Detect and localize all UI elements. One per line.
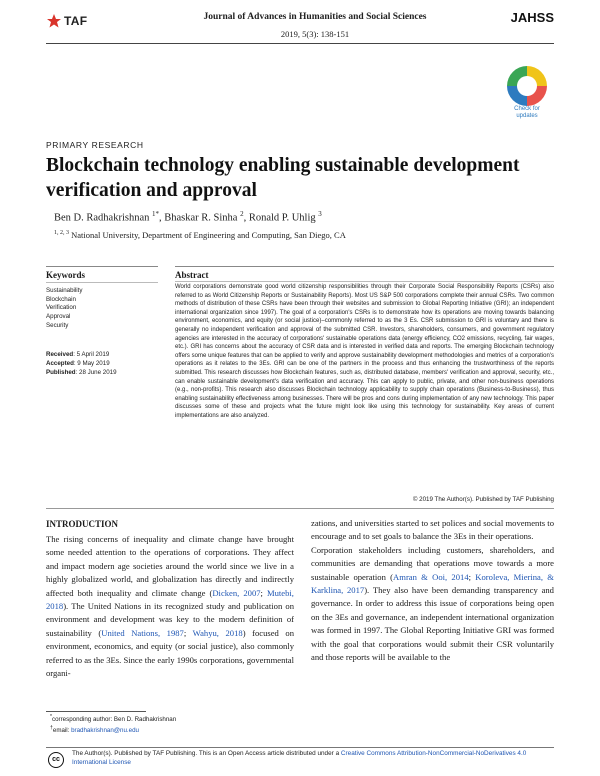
- keywords-rule: [46, 266, 158, 267]
- abstract-underline: [175, 281, 554, 282]
- citation-link[interactable]: Amran & Ooi, 2014: [393, 571, 469, 582]
- article-dates: [46, 350, 117, 378]
- author-list: Ben D. Radhakrishnan $^{1*}$, Bhaskar R. Sinha $^2$, Ronald P. Uhlig $^3$: [54, 210, 322, 224]
- journal-abbrev: JAHSS: [510, 10, 554, 25]
- keyword-list: [46, 287, 82, 331]
- article-category: PRIMARY RESEARCH: [46, 140, 144, 150]
- abstract-heading: Abstract: [175, 270, 209, 280]
- accepted-date: : 9 May 2019: [73, 360, 110, 368]
- copyright-line: © 2019 The Author(s). Published by TAF Publishing: [412, 496, 554, 503]
- keyword-item: Approval: [46, 313, 71, 321]
- citation-link[interactable]: Mutebi, 2018: [46, 587, 294, 612]
- citation-link[interactable]: Wahyu, 2018: [192, 627, 243, 638]
- check-updates-icon: [507, 66, 547, 106]
- check-for-updates-badge[interactable]: [505, 66, 549, 122]
- affiliation-text: National University, Department of Engineering and Computing, San Diego, CA: [71, 230, 346, 240]
- author-sup: 2: [240, 210, 244, 218]
- footnote-mark: *: [50, 714, 53, 720]
- corresponding-text: corresponding author: Ben D. Radhakrishnan: [52, 716, 177, 724]
- keyword-item: Blockchain: [46, 295, 76, 303]
- publisher-logo: [46, 10, 106, 32]
- citation-link[interactable]: Dicken, 2007: [212, 587, 261, 598]
- keyword-item: Sustainability: [46, 287, 83, 294]
- logo-text: TAF: [64, 14, 88, 28]
- body-paragraph: zations, and universities started to set polices and social movements to encourage and to set goals to balance the 3Es in their operations.: [311, 518, 554, 542]
- introduction-heading: INTRODUCTION: [46, 519, 119, 529]
- check-updates-line2: updates: [516, 113, 538, 119]
- body-text: ). They also have been demanding transparency and governance. In order to address this issue of corporations being open on the 3Es and governance, an independent international organization was formed in 1997. The Global Reporting Initiative GRI was formed with the goal that corporations would submit their CSR voluntarily and those reports will be available to the: [311, 585, 554, 663]
- license-rule: [46, 747, 554, 748]
- author-name: Ben D. Radhakrishnan: [54, 212, 150, 224]
- body-text: ;: [260, 587, 267, 598]
- creative-commons-icon: cc: [48, 752, 64, 768]
- received-date: : 5 April 2019: [73, 351, 110, 358]
- body-paragraph: [311, 544, 554, 665]
- corresponding-footnote: [50, 714, 176, 723]
- footnote-mark: †: [50, 725, 53, 731]
- body-text: ). The United Nations in its recognized study and publication on environment and development was key to the modern definition of sustainability (: [46, 601, 294, 638]
- affiliation-sup: 1, 2, 3: [54, 230, 69, 237]
- body-text: Corporation stakeholders including customers, shareholders, and communities are demanding that operations move towards a more sustainable operation (: [311, 544, 554, 582]
- author-sup: 1*: [151, 210, 159, 218]
- keyword-item: Security: [46, 321, 69, 329]
- issue-line: 2019, 5(3): 138-151: [280, 29, 350, 39]
- body-left-column: [46, 533, 294, 680]
- taf-star-icon: [46, 13, 62, 29]
- accepted-label: Accepted: [46, 360, 74, 368]
- keywords-heading: Keywords: [46, 270, 85, 280]
- citation-link[interactable]: Koroleva, Mierina, & Karklina, 2017: [311, 571, 554, 596]
- section-rule: [46, 508, 554, 509]
- keywords-underline: [46, 282, 158, 283]
- email-label: email:: [52, 727, 72, 735]
- body-text: ;: [183, 627, 193, 638]
- affiliation: [54, 230, 346, 240]
- header-rule: [46, 43, 554, 44]
- check-updates-line1: Check for: [514, 106, 540, 112]
- body-text: ) focused on environment, economics, and equity (or social justice), also commonly referred to as the 3Es. Since the early 1990s corporations, governmental organi-: [46, 627, 294, 679]
- email-link[interactable]: bradhakrishnan@nu.edu: [71, 727, 139, 735]
- published-label: Published: [46, 369, 76, 377]
- body-text: The rising concerns of inequality and climate change have brought some needed attention to the operations of corporations. They affect and impact modern age societies around the world since we live in a highly globalized world, and globalization has directly and indirectly affected both inequality and climate change (: [46, 534, 294, 598]
- published-date: : 28 June 2019: [75, 369, 117, 377]
- footnote-rule: [46, 711, 146, 712]
- journal-title: Journal of Advances in Humanities and Social Sciences: [203, 12, 427, 22]
- body-right-column: [311, 517, 554, 664]
- author-name: Bhaskar R. Sinha: [164, 212, 238, 224]
- body-text: ;: [468, 571, 476, 582]
- license-text: [72, 750, 552, 767]
- abstract-text: World corporations demonstrate good world citizenship responsibilities through their Corporate Social Responsibility Reports (CSRs) also referred to as World Citizenship Reports or Sustainability Reports). Most US S&P 500 corporations complete their annual CSRs. Two common methods of distribution of these CSRs have been through their websites and submission to Global Reporting Initiative (GRI); an independent international organization since 1997). The goal of a corporation's CSRs is to demonstrate how its operations are moving towards balancing environment, economics, and equity (or social justice)–commonly referred to as the 3 Es. CSR submission to GRI is voluntary and there is generally no independent verification and approval of the submitted CSR. Investors, shareholders, consumers, and government regulatory agencies are interested in the accuracy of corporations' sustainable operations data (energy efficiency, CO2 emissions, recycling, fair wages, etc.). GRI has concerns about the accuracy of CSR data and is interested in verified data and reports. The emerging Blockchain technology offers some unique features that can be applied to verify and approve sustainability development methodologies and metrics of a corporation's operations as it relates to the 3Es. GRI can be one of the partners in the process and thus enhancing the trustworthiness of the reports submitted. This research discusses how Blockchain features, such as, distributed database, members' verification and approval, security, etc., can enable sustainable development's data verification and accuracy. This can apply to public, private, and other non-business operations (e.g., non-profits). This research also discusses Blockchain technology applicability to supply chain operations (Business-to-Business), thus enabling sustainability effectiveness among businesses. There will be pros and cons during implementation of any new technology. This paper discusses some of these and projects what the future might look like using this technology for sustainability. Key areas of current implementations are also analyzed.: [175, 284, 554, 419]
- citation-link[interactable]: United Nations, 1987: [101, 627, 184, 638]
- received-label: Received: [46, 351, 74, 358]
- keyword-item: Verification: [46, 304, 77, 312]
- license-body: The Author(s). Published by TAF Publishing. This is an Open Access article distributed under a: [72, 750, 341, 757]
- author-sup: 3: [318, 210, 322, 218]
- license-link[interactable]: Creative Commons Attribution-NonCommercial-NoDerivatives 4.0 International License: [72, 750, 527, 766]
- article-title: Blockchain technology enabling sustainable development verification and approval: [46, 155, 520, 201]
- email-footnote: [50, 725, 139, 734]
- author-name: Ronald P. Uhlig: [248, 212, 316, 224]
- abstract-rule: [175, 266, 554, 267]
